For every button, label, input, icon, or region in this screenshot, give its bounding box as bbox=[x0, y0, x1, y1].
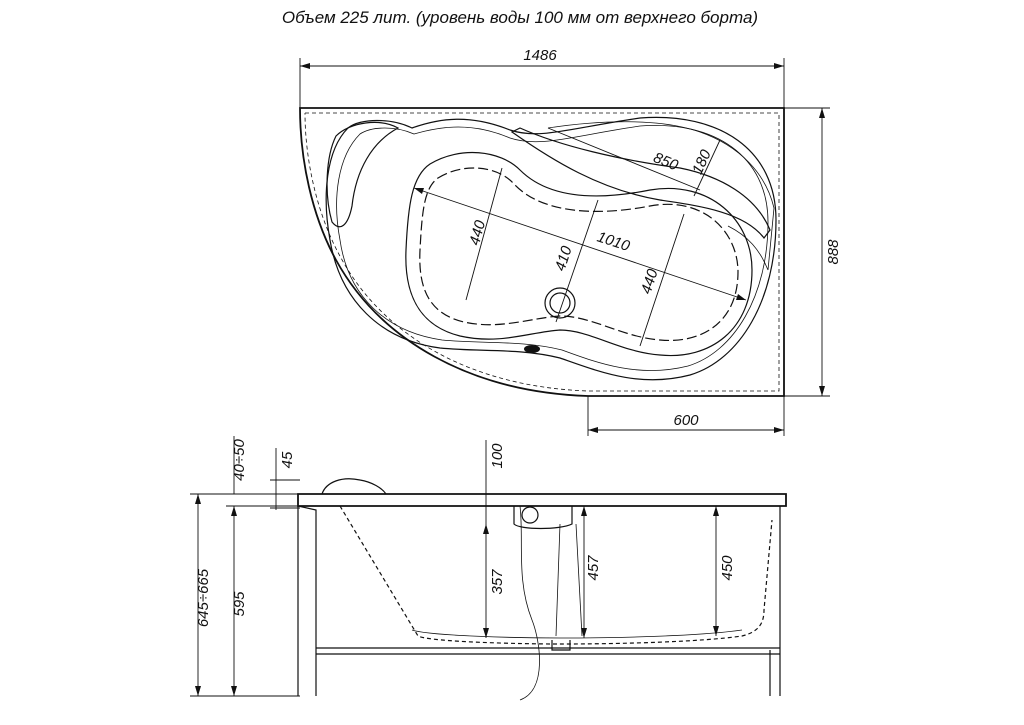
top-view bbox=[300, 47, 842, 436]
dim-width-left: 440 bbox=[466, 218, 490, 248]
dim-width-mid: 410 bbox=[551, 244, 576, 274]
dim-depth-b: 457 bbox=[585, 555, 602, 581]
dim-water-level: 100 bbox=[489, 443, 506, 469]
side-front-panel bbox=[298, 506, 316, 696]
dim-seat-length: 850 bbox=[650, 149, 681, 175]
overflow-fitting bbox=[524, 345, 540, 353]
dim-seat-width: 180 bbox=[689, 147, 715, 178]
side-bowl bbox=[340, 506, 772, 644]
dim-rim-range: 40÷50 bbox=[231, 439, 248, 481]
dim-width-right: 440 bbox=[637, 267, 662, 297]
side-overflow-cap bbox=[522, 507, 538, 523]
dim-depth-c: 450 bbox=[719, 555, 736, 581]
dim-overall-depth: 888 bbox=[825, 239, 842, 265]
dim-total-height: 645÷665 bbox=[195, 568, 212, 628]
dim-body-height: 595 bbox=[231, 591, 248, 617]
volume-caption: Объем 225 лит. (уровень воды 100 мм от верхнего борта) bbox=[281, 8, 759, 27]
side-rim bbox=[298, 494, 786, 506]
seat-ledge bbox=[512, 128, 770, 238]
side-headrest bbox=[322, 479, 386, 494]
side-bowl-bottom bbox=[412, 630, 742, 638]
dim-overall-width: 1486 bbox=[523, 47, 557, 64]
dim-corner-width: 600 bbox=[673, 412, 699, 429]
dim-inner-length: 1010 bbox=[594, 228, 632, 255]
tub-outer-shell bbox=[300, 108, 784, 396]
headrest-outline bbox=[327, 122, 398, 226]
dim-depth-a: 357 bbox=[489, 569, 506, 595]
dim-rim-thickness: 45 bbox=[279, 451, 296, 469]
side-view bbox=[190, 436, 786, 700]
